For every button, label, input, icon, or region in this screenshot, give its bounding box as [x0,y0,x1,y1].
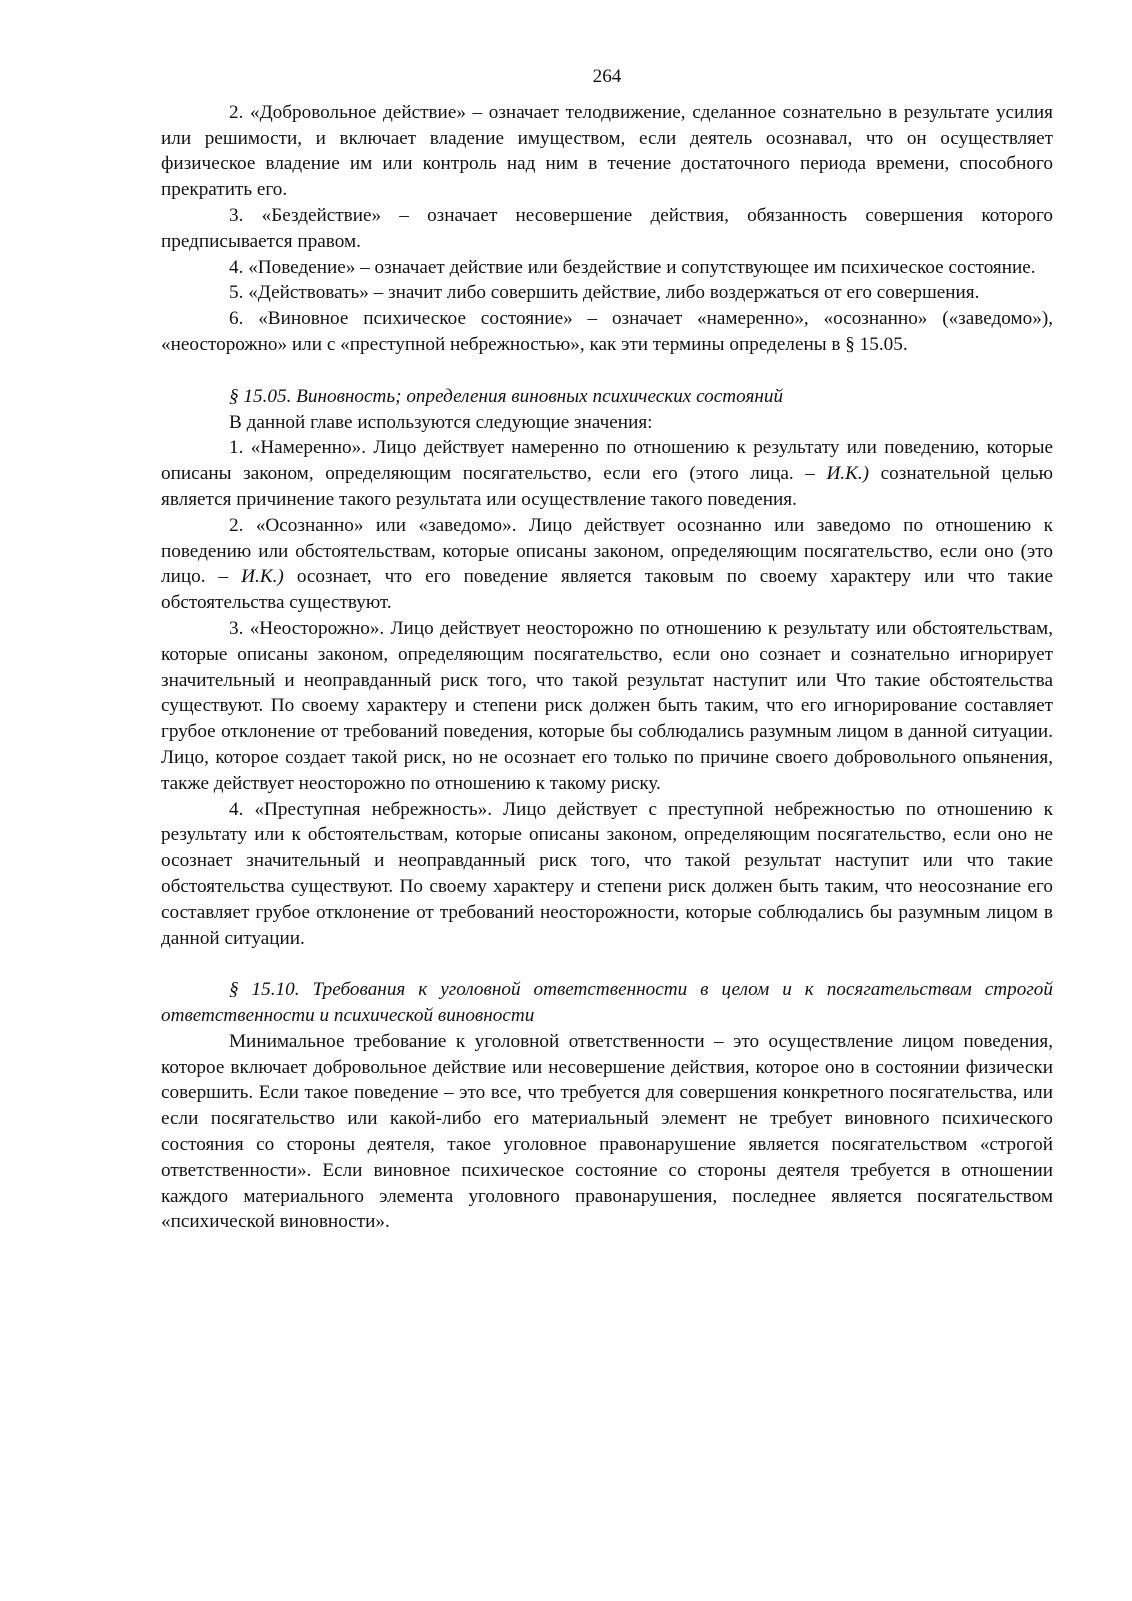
item-text: 1. «Намеренно». Лицо действует намеренно по отношению к результату или поведению, которые описаны законом, определяющим посягательство, если его (этого лица. [161,437,1053,485]
definition-conduct: 4. «Поведение» – означает действие или бездействие и сопутствующее им психическое состояние. [229,256,1036,278]
section-1505-item-recklessly: 3. «Неосторожно». Лицо действует неосторожно по отношению к результату или обстоятельствам, которые описаны законом, определяющим посягательство, если оно сознает и сознательно игнорирует значительный и неоправданный риск того, что такой результат наступит или Что такие обстоятельства существуют. По своему характеру и степени риск должен быть таким, что его игнорирование составляет грубое отклонение от требований поведения, которые бы соблюдались разумным лицом в данной ситуации. Лицо, которое создает такой риск, но не осознает его только по причине своего добровольного опьянения, также действует неосторожно по отношению к такому риску. [161,617,1053,794]
definition-voluntary-act: 2. «Добровольное действие» – означает телодвижение, сделанное сознательно в результате усилия или решимости, и включает владение имуществом, если деятель осознавал, что он осуществляет физическое владение им или контроль над ним в течение достаточного периода времени, способного прекратить его. [161,101,1053,201]
section-gap [161,358,1053,384]
section-1510-body: Минимальное требование к уголовной ответственности – это осуществление лицом поведения, которое включает добровольное действие или несовершение действия, которое оно в состоянии физически совершить. Если такое поведение – это все, что требуется для совершения конкретного посягательства, или если посягательство или какой-либо его материальный элемент не требует виновного психического состояния со стороны деятеля, такое уголовное правонарушение является посягательством «строгой ответственности». Если виновное психическое состояние со стороны деятеля требуется в отношении каждого материального элемента уголовного правонарушения, последнее является посягательством «психической виновности». [161,1030,1053,1233]
item-text: 2. «Осознанно» или «заведомо». Лицо действует осознанно или заведомо по отношению к поведению или обстоятельствам, которые описаны законом, определяющим посягательство, если оно (это лицо. [161,514,1053,588]
section-1505-item-purposely [161,435,1053,512]
section-1505-item-negligently: 4. «Преступная небрежность». Лицо действует с преступной небрежностью по отношению к результату или к обстоятельствам, которые описаны законом, определяющим посягательство, если оно не осознает значительный и неоправданный риск того, что такой результат наступит или что такие обстоятельства существуют. По своему характеру и степени риск должен быть таким, что неосознание его составляет грубое отклонение от требований неосторожности, которые соблюдались бы разумным лицом в данной ситуации. [161,798,1053,949]
editor-note: – И.К.) [205,566,284,588]
item-text: осознает, что его поведение является таковым по своему характеру или что такие обстоятельства существуют. [161,566,1053,614]
page-number: 264 [592,66,622,87]
section-1505-item-knowingly [161,513,1053,616]
section-1505-heading: § 15.05. Виновность; определения виновных психических состояний [229,385,784,407]
section-1510-heading: § 15.10. Требования к уголовной ответственности в целом и к посягательствам строгой ответственности и психической виновности [161,979,1053,1027]
definition-omission: 3. «Бездействие» – означает несовершение действия, обязанность совершения которого предписывается правом. [161,204,1053,252]
section-1505-intro: В данной главе используются следующие значения: [229,411,653,433]
section-gap [161,951,1053,977]
definition-culpable-mental-state: 6. «Виновное психическое состояние» – означает «намеренно», «осознанно» («заведомо»), «неосторожно» или с «преступной небрежностью», как эти термины определены в § 15.05. [161,308,1053,355]
editor-note: – И.К.) [793,463,870,485]
item-text: сознательной целью является причинение такого результата или осуществление такого поведения. [161,463,1053,510]
definition-to-act: 5. «Действовать» – значит либо совершить действие, либо воздержаться от его совершения. [229,282,980,304]
